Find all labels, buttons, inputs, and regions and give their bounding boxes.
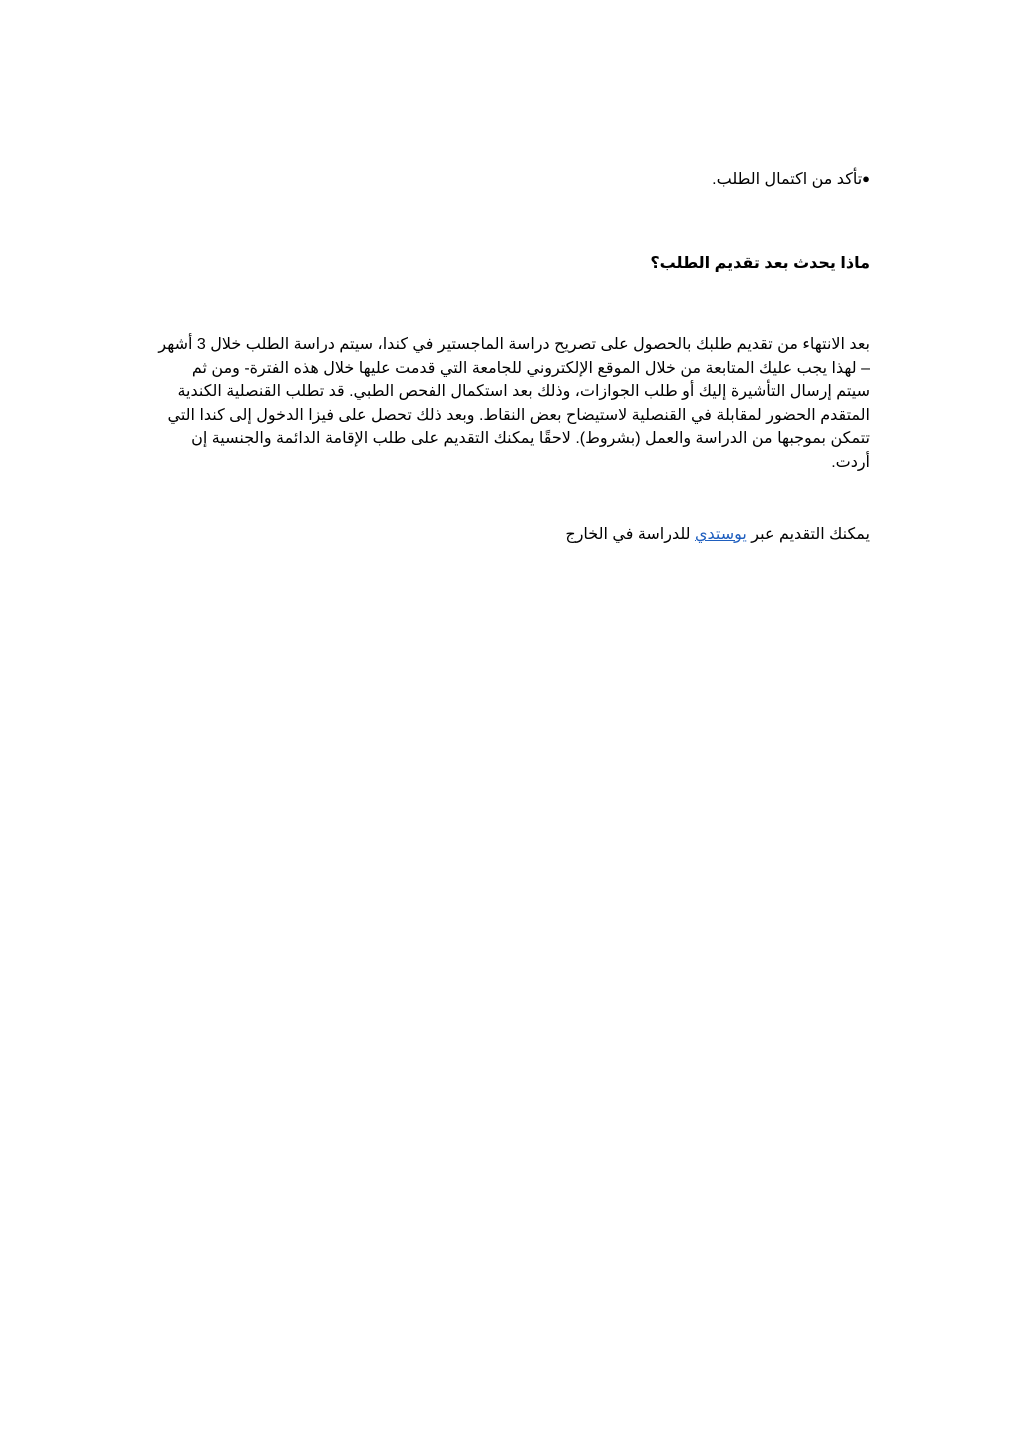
apply-line: [158, 522, 870, 548]
apply-suffix: للدراسة في الخارج: [565, 526, 695, 543]
checklist-item: [158, 166, 870, 193]
document-content: [158, 166, 870, 548]
checklist-item-text: تأكد من اكتمال الطلب.: [712, 171, 863, 188]
ustudy-link[interactable]: يوستدي: [694, 526, 747, 543]
apply-prefix: يمكنك التقديم عبر: [746, 526, 870, 543]
section-heading: ماذا يحدث بعد تقديم الطلب؟: [650, 255, 870, 272]
bullet-icon: ●: [862, 171, 870, 186]
body-paragraph: بعد الانتهاء من تقديم طلبك بالحصول على تصريح دراسة الماجستير في كندا، سيتم دراسة الطلب خلال 3 أشهر – لهذا يجب عليك المتابعة من خلال الموقع الإلكتروني للجامعة التي قدمت عليها خلال هذه الفترة- ومن ثم سيتم إرسال التأشيرة إليك أو طلب الجوازات، وذلك بعد استكمال الفحص الطبي. قد تطلب القنصلية الكندية المتقدم الحضور لمقابلة في القنصلية لاستيضاح بعض النقاط. وبعد ذلك تحصل على فيزا الدخول إلى كندا التي تتمكن بموجبها من الدراسة والعمل (بشروط). لاحقًا يمكنك التقديم على طلب الإقامة الدائمة والجنسية إن أردت.: [158, 336, 870, 471]
